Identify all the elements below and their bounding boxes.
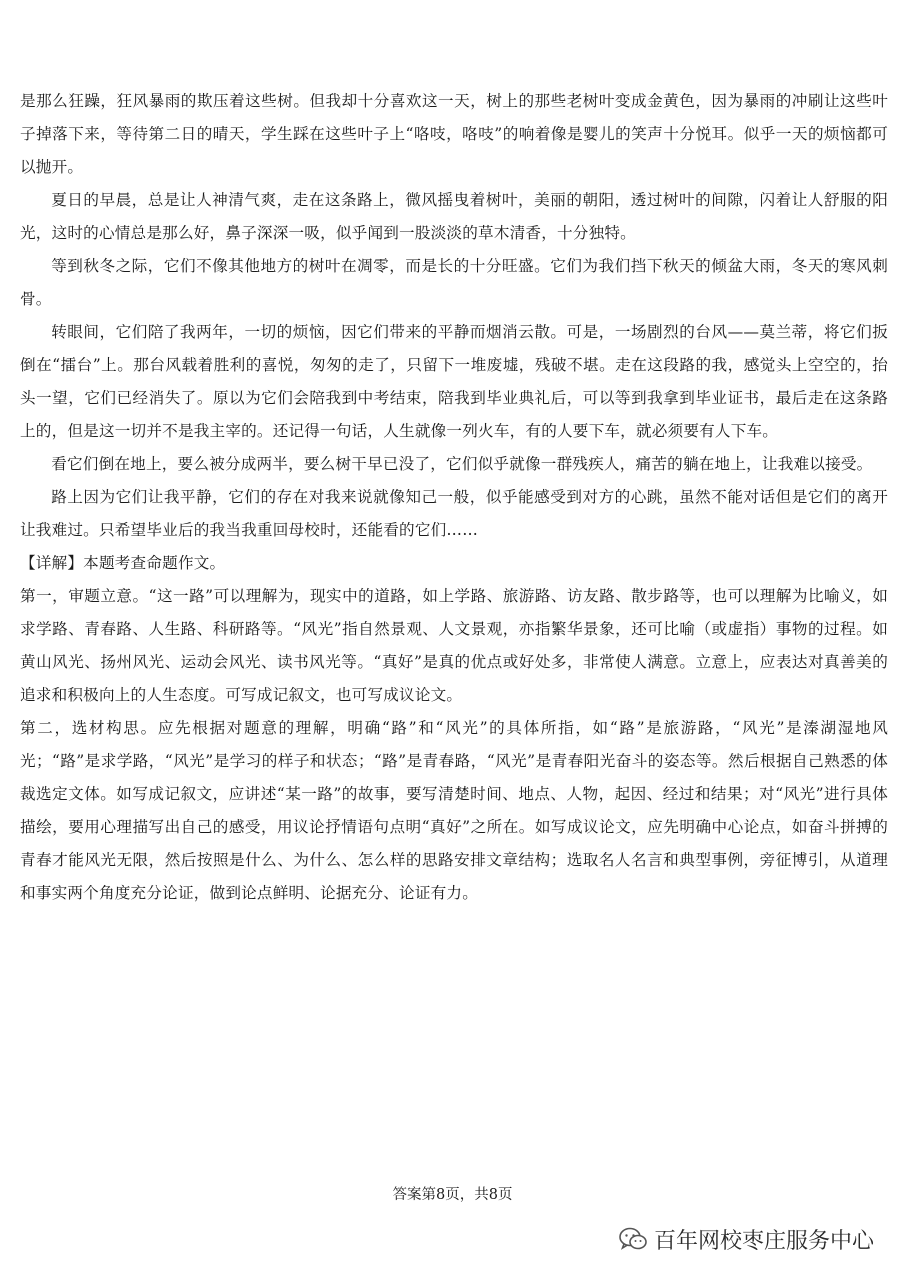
essay-paragraph-2: 夏日的早晨，总是让人神清气爽，走在这条路上，微风摇曳着树叶，美丽的朝阳，透过树叶的间隙，闪着让人舒服的阳光，这时的心情总是那么好，鼻子深深一吸，似乎闻到一股淡淡的草木清香，十分独特。 bbox=[20, 191, 888, 242]
wechat-icon bbox=[618, 1226, 648, 1252]
essay-paragraph-3: 等到秋冬之际，它们不像其他地方的树叶在凋零，而是长的十分旺盛。它们为我们挡下秋天的倾盆大雨，冬天的寒风刺骨。 bbox=[20, 257, 888, 308]
explanation-paragraph-2: 第二，选材构思。应先根据对题意的理解，明确“路”和“风光”的具体所指，如“路”是旅游路，“风光”是溱湖湿地风光；“路”是求学路，“风光”是学习的样子和状态；“路”是青春路，“风光”是青春阳光奋斗的姿态等。然后根据自己熟悉的体裁选定文体。如写成记叙文，应讲述“某一路”的故事，要写清楚时间、地点、人物，起因、经过和结果；对“风光”进行具体描绘，要用心理描写出自己的感受，用议论抒情语句点明“真好”之所在。如写成议论文，应先明确中心论点，如奋斗拼搏的青春才能风光无限，然后按照是什么、为什么、怎么样的思路安排文章结构；选取名人名言和典型事例，旁征博引，从道理和事实两个角度充分论证，做到论点鲜明、论据充分、论证有力。 bbox=[20, 719, 888, 902]
watermark-text: 百年网校枣庄服务中心 bbox=[654, 1228, 875, 1254]
watermark bbox=[618, 1222, 874, 1256]
page-footer: 答案第8页，共8页 bbox=[392, 1187, 513, 1203]
essay-paragraph-1: 是那么狂躁，狂风暴雨的欺压着这些树。但我却十分喜欢这一天，树上的那些老树叶变成金黄色，因为暴雨的冲刷让这些叶子掉落下来，等待第二日的晴天，学生踩在这些叶子上“咯吱，咯吱”的响着像是婴儿的笑声十分悦耳。似乎一天的烦恼都可以抛开。 bbox=[20, 92, 888, 176]
explanation-heading: 【详解】本题考查命题作文。 bbox=[20, 554, 226, 572]
essay-paragraph-4: 转眼间，它们陪了我两年，一切的烦恼，因它们带来的平静而烟消云散。可是，一场剧烈的台风——莫兰蒂，将它们扳倒在“擂台”上。那台风载着胜利的喜悦，匆匆的走了，只留下一堆废墟，残破不堪。走在这段路的我，感觉头上空空的，抬头一望，它们已经消失了。原以为它们会陪我到中考结束，陪我到毕业典礼后，可以等到我拿到毕业证书，最后走在这条路上的，但是这一切并不是我主宰的。还记得一句话，人生就像一列火车，有的人要下车，就必须要有人下车。 bbox=[20, 323, 888, 440]
explanation-paragraph-1: 第一，审题立意。“这一路”可以理解为，现实中的道路，如上学路、旅游路、访友路、散步路等，也可以理解为比喻义，如求学路、青春路、人生路、科研路等。“风光”指自然景观、人文景观，亦指繁华景象，还可比喻（或虚指）事物的过程。如黄山风光、扬州风光、运动会风光、读书风光等。“真好”是真的优点或好处多，非常使人满意。立意上，应表达对真善美的追求和积极向上的人生态度。可写成记叙文，也可写成议论文。 bbox=[20, 587, 888, 704]
document-body bbox=[20, 85, 888, 910]
essay-paragraph-6: 路上因为它们让我平静，它们的存在对我来说就像知己一般，似乎能感受到对方的心跳，虽然不能对话但是它们的离开让我难过。只希望毕业后的我当我重回母校时，还能看的它们…… bbox=[20, 488, 888, 539]
essay-paragraph-5: 看它们倒在地上，要么被分成两半，要么树干早已没了，它们似乎就像一群残疾人，痛苦的躺在地上，让我难以接受。 bbox=[51, 455, 873, 473]
